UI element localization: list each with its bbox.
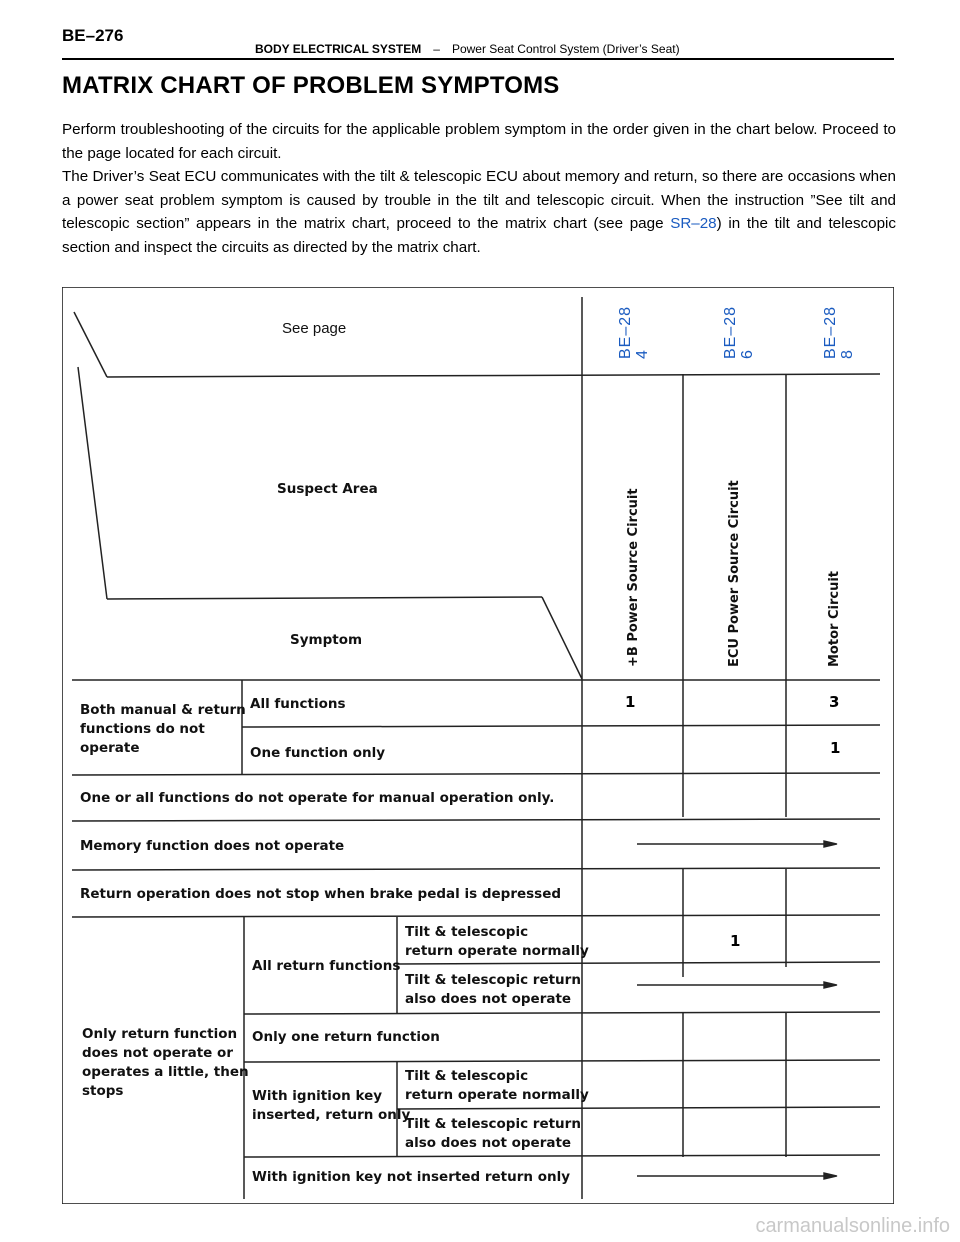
row-all-return-functions: All return functions bbox=[252, 958, 401, 974]
suspect-area-label: Suspect Area bbox=[277, 481, 378, 497]
column-ref-b-power[interactable]: BE–28 4 bbox=[617, 305, 651, 359]
section-name: Power Seat Control System (Driver’s Seat) bbox=[451, 42, 680, 56]
page-title: MATRIX CHART OF PROBLEM SYMPTOMS bbox=[62, 72, 560, 99]
header-rule bbox=[62, 58, 894, 60]
value-all-functions-motor: 3 bbox=[829, 693, 840, 711]
row-only-return: Only return function does not operate or operates a little, then stops bbox=[82, 1026, 249, 1099]
row-brake: Return operation does not stop when brake pedal is depressed bbox=[80, 886, 562, 902]
page-number: BE–276 bbox=[62, 26, 124, 45]
intro-paragraph-1: Perform troubleshooting of the circuits for the applicable problem symptom in the order given in the chart below. Proceed to the page located for each circuit. bbox=[62, 121, 896, 162]
row-both-manual-return: Both manual & return functions do not operate bbox=[80, 702, 246, 756]
row-manual-only: One or all functions do not operate for manual operation only. bbox=[80, 790, 555, 806]
value-one-function-motor: 1 bbox=[830, 739, 841, 757]
row-tilt-not-2: Tilt & telescopic return also does not operate bbox=[405, 1116, 581, 1151]
column-ref-ecu-power[interactable]: BE–28 6 bbox=[722, 305, 756, 359]
intro-text bbox=[62, 118, 896, 259]
watermark: carmanualsonline.info bbox=[755, 1215, 950, 1237]
row-memory: Memory function does not operate bbox=[80, 838, 345, 854]
see-page-label: See page bbox=[282, 320, 347, 337]
matrix-chart bbox=[62, 287, 894, 1204]
value-tilt-normal-ecu: 1 bbox=[730, 932, 741, 950]
row-tilt-not: Tilt & telescopic return also does not operate bbox=[405, 972, 581, 1007]
row-tilt-normal: Tilt & telescopic return operate normally bbox=[405, 924, 589, 959]
row-only-one-return: Only one return function bbox=[252, 1029, 440, 1045]
header-separator: – bbox=[433, 42, 440, 56]
symptom-label: Symptom bbox=[290, 632, 363, 648]
intro-paragraph-2-start: The Driver’s Seat ECU communicates with the tilt & telescopic ECU about memory and return, so there are occasions when a power seat problem symptom is caused by trouble in the tilt and telescopic circuit. When the instruction ”See tilt and telescopic section” appears in the matrix chart, proceed to the matrix chart (see page bbox=[62, 168, 896, 232]
row-with-key: With ignition key inserted, return only bbox=[252, 1088, 411, 1123]
column-name-motor: Motor Circuit bbox=[827, 571, 842, 667]
sr-28-link[interactable]: SR–28 bbox=[670, 215, 717, 232]
system-name: BODY ELECTRICAL SYSTEM bbox=[255, 42, 422, 56]
column-name-ecu-power: ECU Power Source Circuit bbox=[727, 480, 742, 667]
value-all-functions-b-power: 1 bbox=[625, 693, 636, 711]
row-without-key: With ignition key not inserted return only bbox=[252, 1169, 571, 1185]
column-ref-motor[interactable]: BE–28 8 bbox=[822, 305, 856, 359]
intro-paragraph-2 bbox=[62, 165, 896, 259]
row-tilt-normal-2: Tilt & telescopic return operate normally bbox=[405, 1068, 589, 1103]
row-all-functions: All functions bbox=[250, 696, 346, 712]
row-one-function-only: One function only bbox=[250, 745, 386, 761]
running-header bbox=[255, 42, 680, 56]
column-name-b-power: +B Power Source Circuit bbox=[626, 488, 641, 667]
intro-paragraph-2-end: ) in the tilt and telescopic section and inspect the circuits as directed by the matrix chart. bbox=[62, 215, 896, 256]
